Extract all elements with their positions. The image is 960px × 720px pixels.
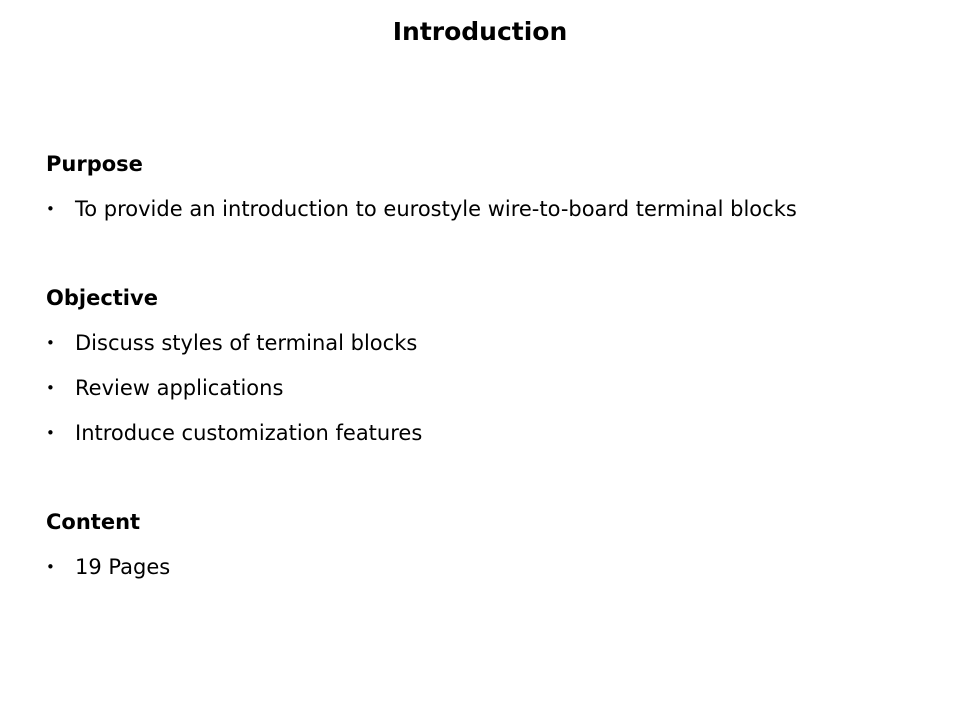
bullet-icon: • [46,200,55,218]
slide-title: Introduction [392,17,568,46]
section-content [46,508,926,581]
bullet-item [46,195,926,223]
bullet-text: Discuss styles of terminal blocks [75,331,418,355]
bullet-text: 19 Pages [75,555,171,579]
bullet-item [46,374,926,402]
bullet-icon: • [46,379,55,397]
bullet-item [46,329,926,357]
content-bullet-list [46,553,926,581]
section-purpose [46,150,926,223]
bullet-text: Introduce customization features [75,421,423,445]
objective-bullet-list [46,329,926,447]
bullet-text: To provide an introduction to eurostyle wire-to-board terminal blocks [75,197,797,221]
bullet-text: Review applications [75,376,284,400]
bullet-item [46,553,926,581]
bullet-icon: • [46,558,55,576]
bullet-icon: • [46,334,55,352]
section-heading-content: Content [46,510,141,534]
bullet-item [46,419,926,447]
bullet-icon: • [46,424,55,442]
purpose-bullet-list [46,195,926,223]
section-heading-objective: Objective [46,286,158,310]
section-objective [46,284,926,447]
section-heading-purpose: Purpose [46,152,143,176]
